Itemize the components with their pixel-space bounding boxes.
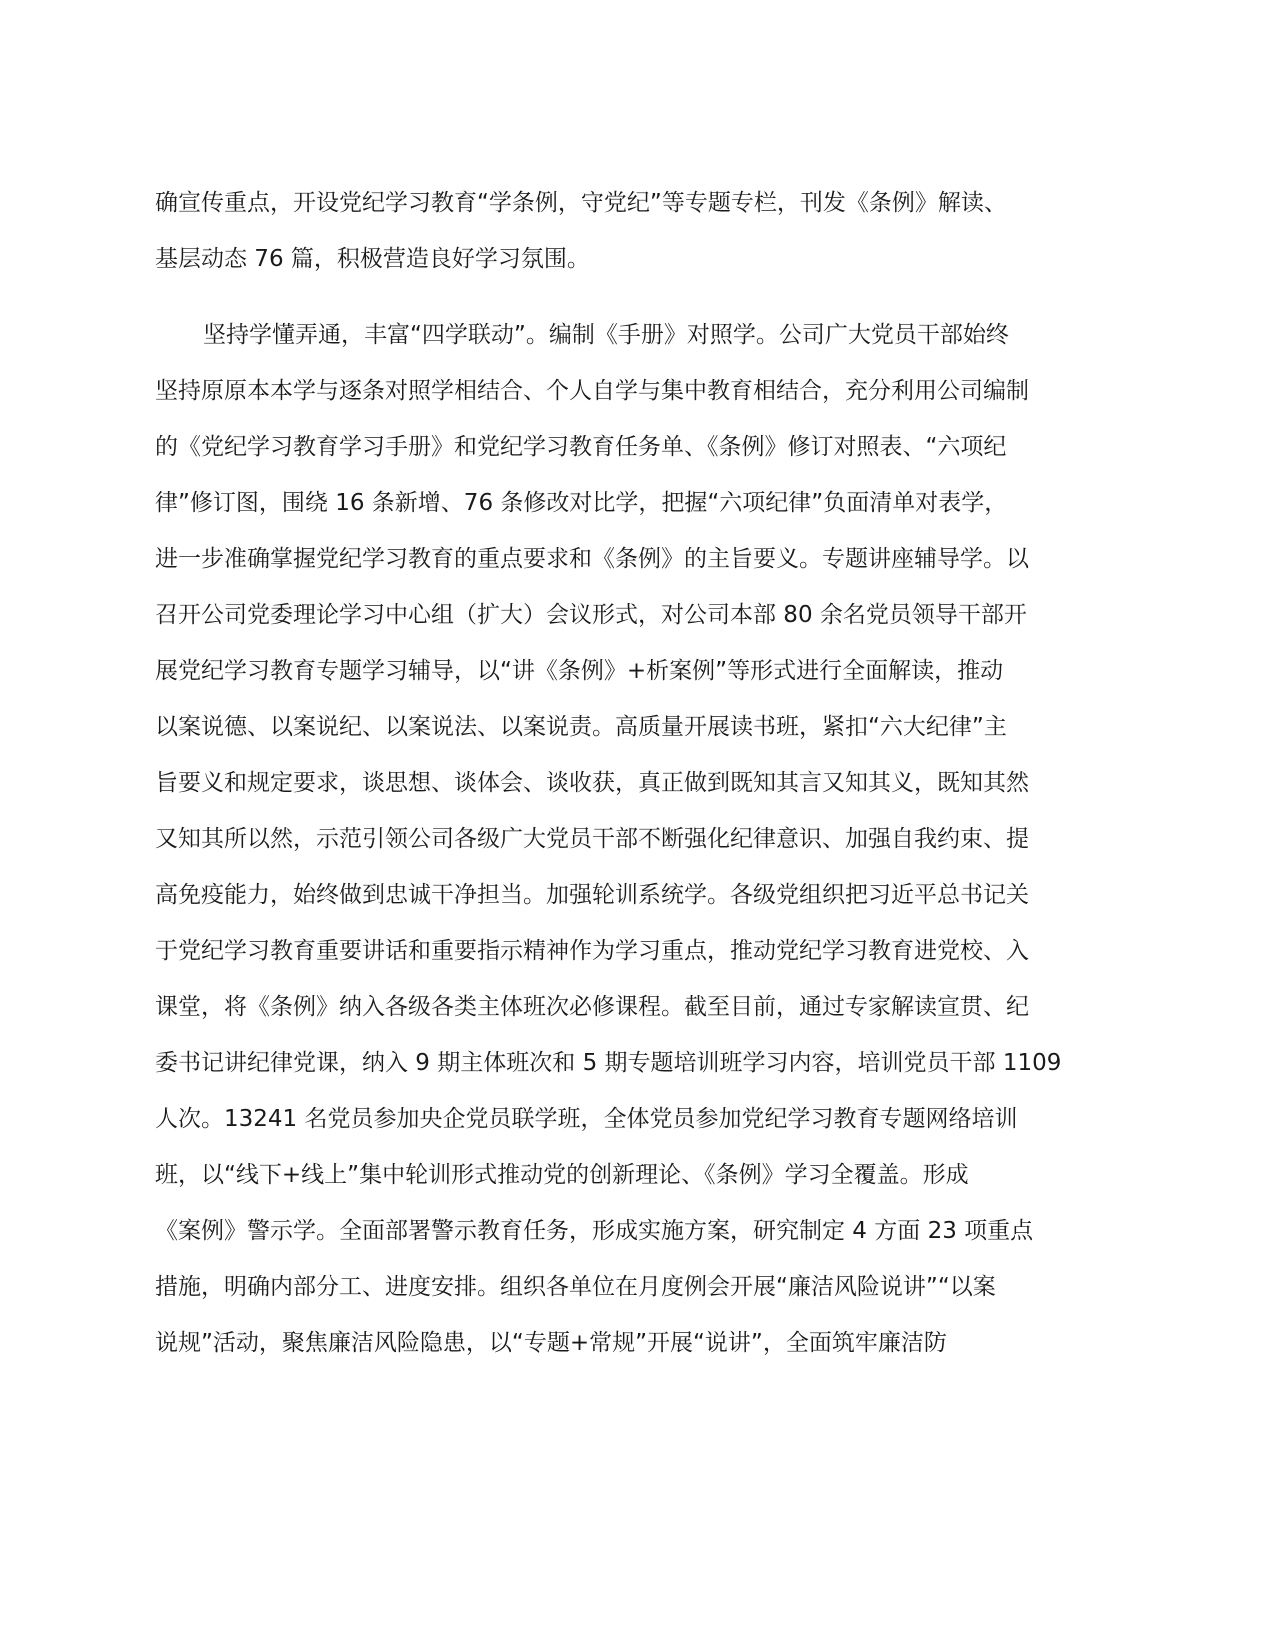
paragraph-2-line-13: 课堂，将《条例》纳入各级各类主体班次必修课程。截至目前，通过专家解读宣贯、纪	[155, 994, 1029, 1020]
paragraph-2-line-3: 的《党纪学习教育学习手册》和党纪学习教育任务单、《条例》修订对照表、“六项纪	[155, 434, 1007, 460]
paragraph-2-line-2: 坚持原原本本学与逐条对照学相结合、个人自学与集中教育相结合，充分利用公司编制	[155, 378, 1029, 404]
paragraph-2-line-14: 委书记讲纪律党课，纳入 9 期主体班次和 5 期专题培训班学习内容，培训党员干部 1109	[155, 1050, 1062, 1076]
paragraph-2-line-12: 于党纪学习教育重要讲话和重要指示精神作为学习重点，推动党纪学习教育进党校、入	[155, 938, 1029, 964]
paragraph-2-line-4: 律”修订图，围绕 16 条新增、76 条修改对比学，把握“六项纪律”负面清单对表学，	[155, 490, 1008, 516]
paragraph-2-line-10: 又知其所以然，示范引领公司各级广大党员干部不断强化纪律意识、加强自我约束、提	[155, 826, 1029, 852]
paragraph-2-line-16: 班，以“线下+线上”集中轮训形式推动党的创新理论、《条例》学习全覆盖。形成	[155, 1162, 969, 1188]
paragraph-2-line-5: 进一步准确掌握党纪学习教育的重点要求和《条例》的主旨要义。专题讲座辅导学。以	[155, 546, 1029, 572]
paragraph-2-line-15: 人次。13241 名党员参加央企党员联学班，全体党员参加党纪学习教育专题网络培训	[155, 1106, 1018, 1132]
paragraph-2-line-11: 高免疫能力，始终做到忠诚干净担当。加强轮训系统学。各级党组织把习近平总书记关	[155, 882, 1029, 908]
paragraph-1-line-2: 基层动态 76 篇，积极营造良好学习氛围。	[155, 246, 590, 272]
paragraph-2-line-8: 以案说德、以案说纪、以案说法、以案说责。高质量开展读书班，紧扣“六大纪律”主	[155, 714, 1007, 740]
paragraph-2-line-7: 展党纪学习教育专题学习辅导，以“讲《条例》+析案例”等形式进行全面解读，推动	[155, 658, 1004, 684]
paragraph-1-line-1: 确宣传重点，开设党纪学习教育“学条例，守党纪”等专题专栏，刊发《条例》解读、	[155, 190, 1007, 216]
paragraph-2-line-6: 召开公司党委理论学习中心组（扩大）会议形式，对公司本部 80 余名党员领导干部开	[155, 602, 1027, 628]
paragraph-2-line-1: 坚持学懂弄通，丰富“四学联动”。编制《手册》对照学。公司广大党员干部始终	[203, 322, 1009, 348]
paragraph-2-line-18: 措施，明确内部分工、进度安排。组织各单位在月度例会开展“廉洁风险说讲”“以案	[155, 1274, 996, 1300]
paragraph-2-line-19: 说规”活动，聚焦廉洁风险隐患，以“专题+常规”开展“说讲”，全面筑牢廉洁防	[155, 1330, 947, 1356]
paragraph-2-line-17: 《案例》警示学。全面部署警示教育任务，形成实施方案，研究制定 4 方面 23 项重点	[155, 1218, 1034, 1244]
paragraph-2-line-9: 旨要义和规定要求，谈思想、谈体会、谈收获，真正做到既知其言又知其义，既知其然	[155, 770, 1029, 796]
